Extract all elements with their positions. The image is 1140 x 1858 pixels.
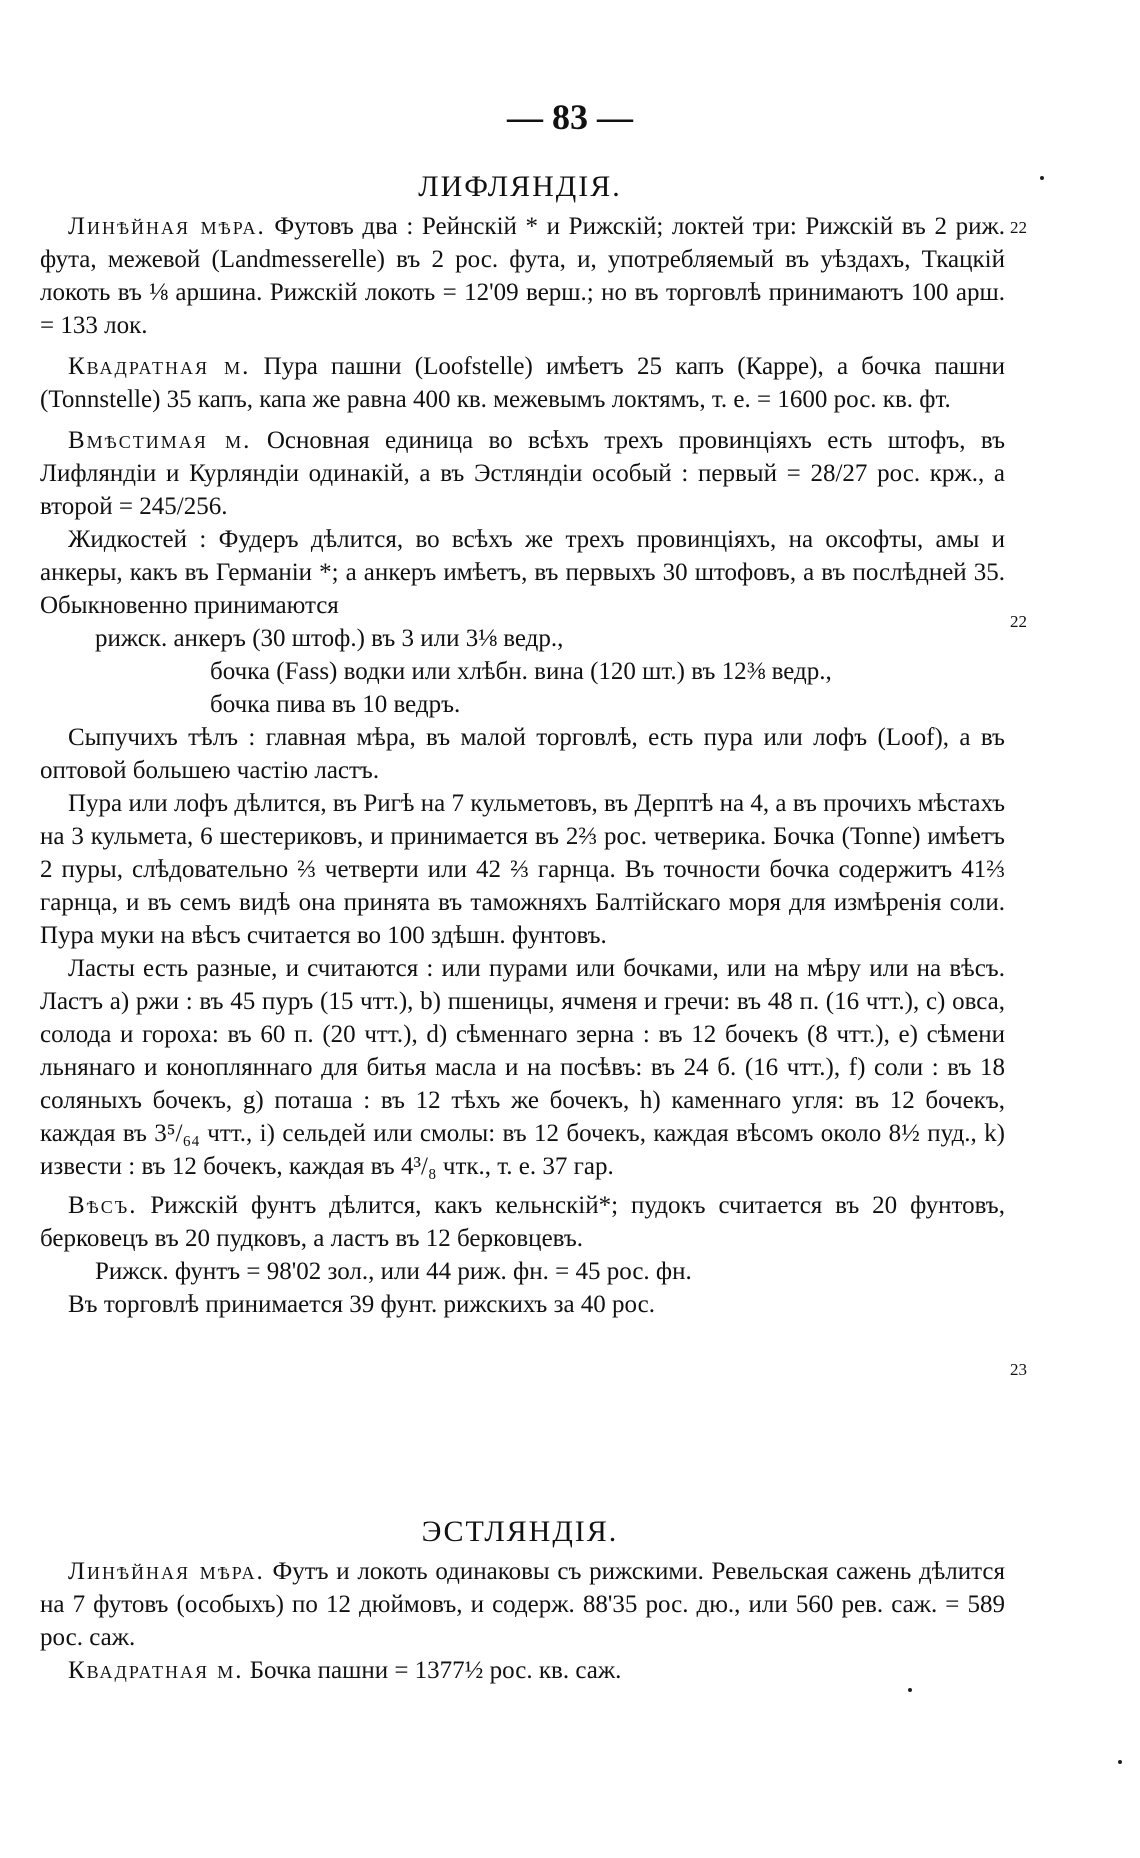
paragraph-lead: Вѣсъ. xyxy=(68,1192,138,1219)
paragraph-liquids xyxy=(40,523,1005,622)
section-title-livonia: ЛИФЛЯНДІЯ. xyxy=(418,170,622,203)
paragraph-text: Ласты есть разные, и считаются : или пурами или бочками, или на мѣру или на вѣсъ. Ластъ a) ржи : въ 45 пуръ (15 чтт.), b) пшеницы, ячменя и гречи: въ 48 п. (16 чтт.), c) овса, солода и гороха: въ 60 п. (20 чтт.), d) сѣменнаго зерна : въ 12 бочекъ (8 чтт.), e) сѣмени льнянаго и конопляннаго для битья масла и на посѣвъ: въ 24 б. (16 чтт.), f) соли : въ 18 соляныхъ бочекъ, g) поташа : въ 12 тѣхъ же бочекъ, h) каменнаго угля: въ 12 бочекъ, каждая въ 3⁵/₆₄ чтт., i) сельдей или смолы: въ 12 бочекъ, каждая вѣсомъ около 8½ пуд., k) извести : въ 12 бочекъ, каждая въ 4³/₈ чтк., т. е. 37 гар. xyxy=(40,955,1005,1180)
section-body-estonia xyxy=(40,1555,1005,1687)
paragraph-lead: Вмѣстимая м. xyxy=(68,427,252,454)
paragraph-anker xyxy=(40,622,1005,655)
paragraph-barrel-beer xyxy=(40,688,1005,721)
paragraph-text: Жидкостей : Фудеръ дѣлится, во всѣхъ же трехъ провинціяхъ, на оксофты, амы и анкеры, какъ въ Германіи *; а анкеръ имѣетъ, въ первыхъ 30 штофовъ, а въ послѣдней 35. Обыкновенно принимаются xyxy=(40,526,1005,619)
paragraph-text: бочка пива въ 10 ведръ. xyxy=(210,691,461,718)
margin-note-number: 23 xyxy=(1010,1360,1027,1379)
paragraph-text: бочка (Fass) водки или хлѣбн. вина (120 шт.) въ 12⅜ ведр., xyxy=(210,658,832,685)
margin-note-number: 22 xyxy=(1010,218,1027,237)
paragraph-text: рижск. анкеръ (30 штоф.) въ 3 или 3⅛ ведр., xyxy=(95,625,564,652)
paragraph-text: Пура пашни (Loofstelle) имѣетъ 25 капъ (Карре), а бочка пашни (Tonnstelle) 35 капъ, капа же равна 400 кв. межевымъ локтямъ, т. е. = 1600 рос. кв. фт. xyxy=(40,353,1005,413)
paragraph-linear-measure xyxy=(40,210,1005,342)
paragraph-weight xyxy=(40,1189,1005,1255)
paragraph-text: Сыпучихъ тѣлъ : главная мѣра, въ малой торговлѣ, есть пура или лофъ (Loof), а въ оптовой большею частію ластъ. xyxy=(40,724,1005,784)
section-title-estonia: ЭСТЛЯНДІЯ. xyxy=(421,1515,619,1548)
paragraph-lasts xyxy=(40,952,1005,1183)
paragraph-text: Рижскій фунтъ дѣлится, какъ кельнскій*; пудокъ считается въ 20 фунтовъ, берковецъ въ 20 пудковъ, а ластъ въ 12 берковцевъ. xyxy=(40,1192,1005,1252)
paragraph-lead: Квадратная м. xyxy=(68,1657,244,1684)
paragraph-pura xyxy=(40,787,1005,952)
paragraph-square-measure-estonia xyxy=(40,1654,1005,1687)
paragraph-text: Основная единица во всѣхъ трехъ провинціяхъ есть штофъ, въ Лифляндіи и Курляндіи одинакій, а въ Эстляндіи особый : первый = 28/27 рос. крж., а второй = 245/256. xyxy=(40,427,1005,520)
paragraph-dry-goods xyxy=(40,721,1005,787)
scan-speck xyxy=(908,1688,912,1692)
page-number: — 83 — xyxy=(507,97,633,137)
paragraph-text: Бочка пашни = 1377½ рос. кв. саж. xyxy=(243,1657,622,1684)
paragraph-text: Футъ и локоть одинаковы съ рижскими. Ревельская сажень дѣлится на 7 футовъ (особыхъ) по 12 дюймовъ, и содерж. 88'35 рос. дю., или 560 рев. саж. = 589 рос. саж. xyxy=(40,1558,1005,1651)
paragraph-lead: Квадратная м. xyxy=(68,353,251,380)
paragraph-linear-measure-estonia xyxy=(40,1555,1005,1654)
paragraph-lead: Линѣйная мѣра. xyxy=(68,1558,265,1585)
paragraph-text: Футовъ два : Рейнскій * и Рижскій; локтей три: Рижскій въ 2 риж. фута, межевой (Landmesserelle) въ 2 рос. фута, и, употребляемый въ уѣздахъ, Ткацкій локоть въ ⅛ аршина. Рижскій локоть = 12'09 верш.; но въ торговлѣ принимаютъ 100 арш. = 133 лок. xyxy=(40,213,1005,339)
scan-speck xyxy=(1040,176,1044,180)
paragraph-lead: Линѣйная мѣра. xyxy=(68,213,266,240)
paragraph-text: Рижск. фунтъ = 98'02 зол., или 44 риж. фн. = 45 рос. фн. xyxy=(95,1258,692,1285)
paragraph-barrel-vodka xyxy=(40,655,1005,688)
scan-speck xyxy=(1118,1760,1122,1764)
paragraph-square-measure xyxy=(40,350,1005,416)
margin-note-number: 22 xyxy=(1010,612,1027,631)
paragraph-text: Въ торговлѣ принимается 39 фунт. рижскихъ за 40 рос. xyxy=(68,1291,656,1318)
section-body-livonia xyxy=(40,210,1005,1321)
paragraph-capacity-measure xyxy=(40,424,1005,523)
paragraph-trade xyxy=(40,1288,1005,1321)
paragraph-riga-pound xyxy=(40,1255,1005,1288)
paragraph-text: Пура или лофъ дѣлится, въ Ригѣ на 7 кульметовъ, въ Дерптѣ на 4, а въ прочихъ мѣстахъ на 3 кульмета, 6 шестериковъ, и принимается въ 2⅔ рос. четверика. Бочка (Tonne) имѣетъ 2 пуры, слѣдовательно ⅔ четверти или 42 ⅔ гарнца. Въ точности бочка содержитъ 41⅔ гарнца, и въ семъ видѣ она принята въ таможняхъ Балтійскаго моря для измѣренія соли. Пура муки на вѣсъ считается во 100 здѣшн. фунтовъ. xyxy=(40,790,1005,949)
